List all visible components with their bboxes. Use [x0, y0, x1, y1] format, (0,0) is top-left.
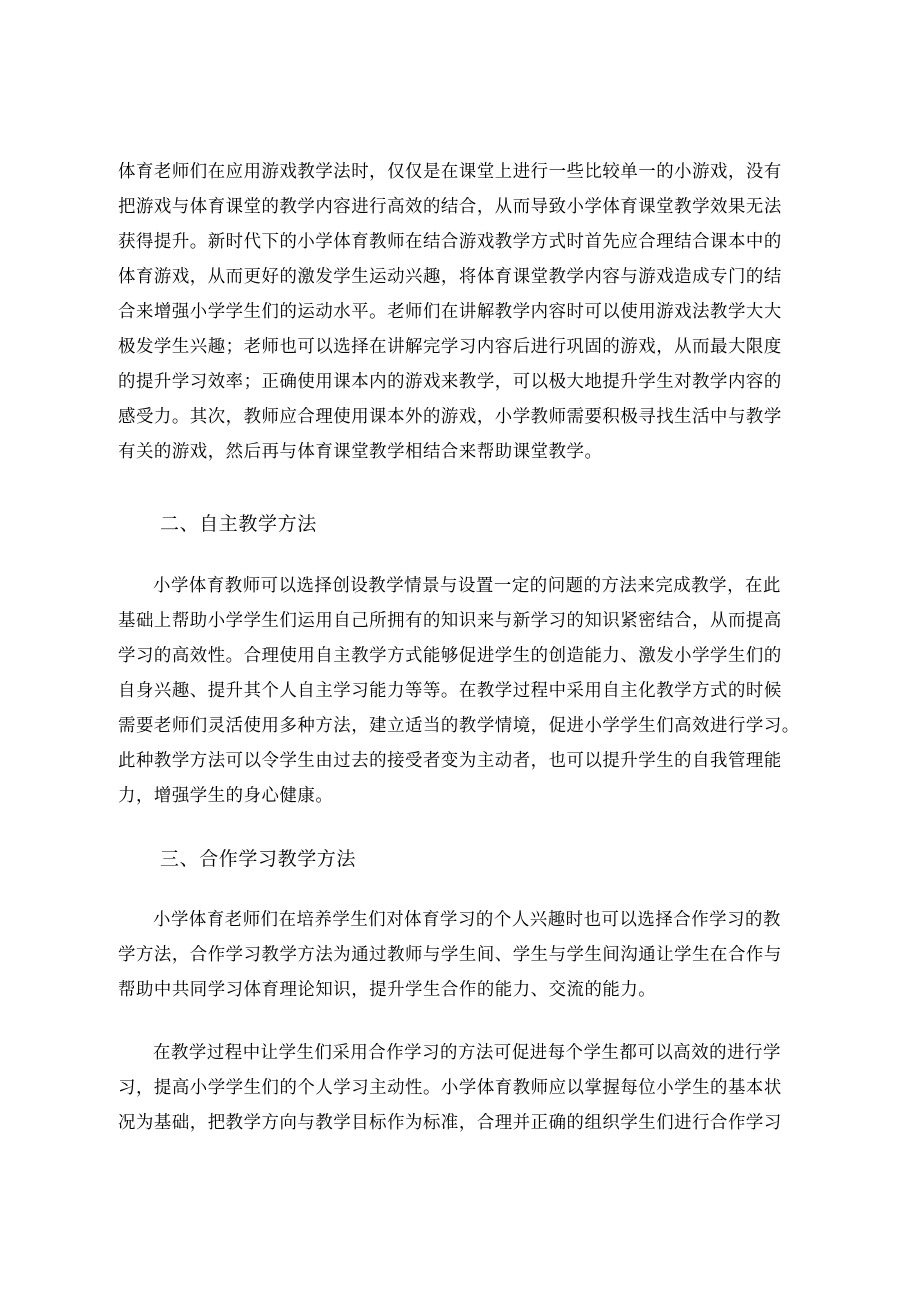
paragraph-line: 需要老师们灵活使用多种方法，建立适当的教学情境，促进小学学生们高效进行学习。: [118, 716, 800, 736]
paragraph-line: 合来增强小学学生们的运动水平。老师们在讲解教学内容时可以使用游戏法教学大大: [118, 302, 782, 322]
paragraph-line: 感受力。其次，教师应合理使用课本外的游戏，小学教师需要积极寻找生活中与教学: [118, 407, 782, 427]
paragraph-line: 小学体育教师可以选择创设教学情景与设置一定的问题的方法来完成教学，在此: [153, 576, 781, 596]
paragraph-line: 把游戏与体育课堂的教学内容进行高效的结合，从而导致小学体育课堂教学效果无法: [118, 197, 782, 217]
section-heading-3: 三、合作学习教学方法: [160, 848, 357, 870]
paragraph-line: 自身兴趣、提升其个人自主学习能力等等。在教学过程中采用自主化教学方式的时候: [118, 681, 782, 701]
paragraph-line: 小学体育老师们在培养学生们对体育学习的个人兴趣时也可以选择合作学习的教: [153, 910, 781, 930]
paragraph-line: 体育游戏，从而更好的激发学生运动兴趣，将体育课堂教学内容与游戏造成专门的结: [118, 267, 782, 287]
paragraph-line: 学方法，合作学习教学方法为通过教师与学生间、学生与学生间沟通让学生在合作与: [118, 945, 782, 965]
paragraph-line: 在教学过程中让学生们采用合作学习的方法可促进每个学生都可以高效的进行学: [153, 1043, 781, 1063]
paragraph-line: 帮助中共同学习体育理论知识，提升学生合作的能力、交流的能力。: [118, 980, 657, 1000]
paragraph-line: 况为基础，把教学方向与教学目标作为标准，合理并正确的组织学生们进行合作学习: [118, 1113, 782, 1133]
paragraph-line: 有关的游戏，然后再与体育课堂教学相结合来帮助课堂教学。: [118, 442, 603, 462]
paragraph-line: 获得提升。新时代下的小学体育教师在结合游戏教学方式时首先应合理结合课本中的: [118, 232, 782, 252]
paragraph-line: 的提升学习效率；正确使用课本内的游戏来教学，可以极大地提升学生对教学内容的: [118, 372, 782, 392]
paragraph-line: 基础上帮助小学学生们运用自己所拥有的知识来与新学习的知识紧密结合，从而提高: [118, 611, 782, 631]
paragraph-line: 学习的高效性。合理使用自主教学方式能够促进学生的创造能力、激发小学学生们的: [118, 646, 782, 666]
paragraph-line: 极发学生兴趣；老师也可以选择在讲解完学习内容后进行巩固的游戏，从而最大限度: [118, 337, 782, 357]
paragraph-line: 力，增强学生的身心健康。: [118, 786, 334, 806]
paragraph-line: 体育老师们在应用游戏教学法时，仅仅是在课堂上进行一些比较单一的小游戏，没有: [118, 162, 782, 182]
paragraph-line: 此种教学方法可以令学生由过去的接受者变为主动者，也可以提升学生的自我管理能: [118, 751, 782, 771]
section-heading-2: 二、自主教学方法: [160, 513, 317, 535]
paragraph-line: 习，提高小学学生们的个人学习主动性。小学体育教师应以掌握每位小学生的基本状: [118, 1078, 782, 1098]
